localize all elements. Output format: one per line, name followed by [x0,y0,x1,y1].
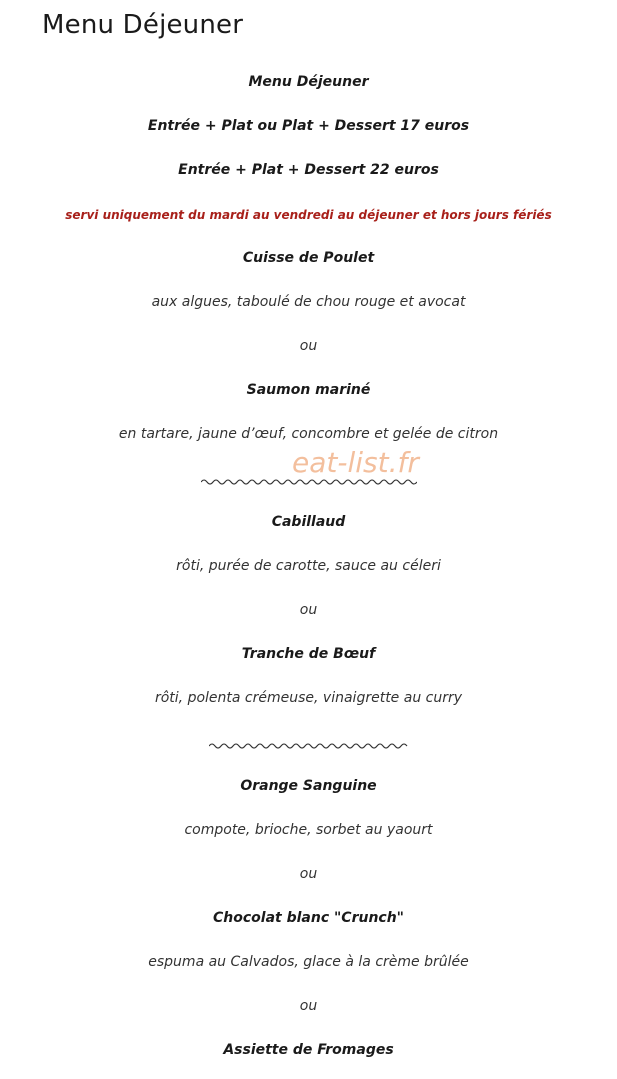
dessert-1-description: compote, brioche, sorbet au yaourt [184,822,433,838]
or-separator: ou [299,602,318,618]
plat-1-description: rôti, purée de carotte, sauce au céleri [176,558,441,574]
entree-2-description: en tartare, jaune d’œuf, concombre et gelée de citron [118,426,499,442]
wavy-divider-2 [0,736,617,748]
availability-notice: servi uniquement du mardi au vendredi au déjeuner et hors jours fériés [65,208,552,222]
menu-heading: Menu Déjeuner [248,74,369,90]
dessert-3-name: Assiette de Fromages [223,1042,394,1058]
plat-2-name: Tranche de Bœuf [241,646,376,662]
plat-1-name: Cabillaud [271,514,346,530]
formula-three-courses: Entrée + Plat + Dessert 22 euros [178,162,439,178]
wavy-line-icon [209,741,409,751]
entree-2-name: Saumon mariné [246,382,371,398]
dessert-2-description: espuma au Calvados, glace à la crème brûlée [148,954,469,970]
dessert-1-name: Orange Sanguine [240,778,377,794]
dessert-2-name: Chocolat blanc "Crunch" [213,910,404,926]
entree-1-name: Cuisse de Poulet [242,250,375,266]
or-separator: ou [299,338,318,354]
entree-1-description: aux algues, taboulé de chou rouge et avocat [151,294,466,310]
or-separator: ou [299,998,318,1014]
or-separator: ou [299,866,318,882]
plat-2-description: rôti, polenta crémeuse, vinaigrette au curry [154,690,463,706]
watermark: eat-list.fr [292,446,419,479]
page-title: Menu Déjeuner [42,10,244,40]
formula-two-courses: Entrée + Plat ou Plat + Dessert 17 euros [147,118,470,134]
